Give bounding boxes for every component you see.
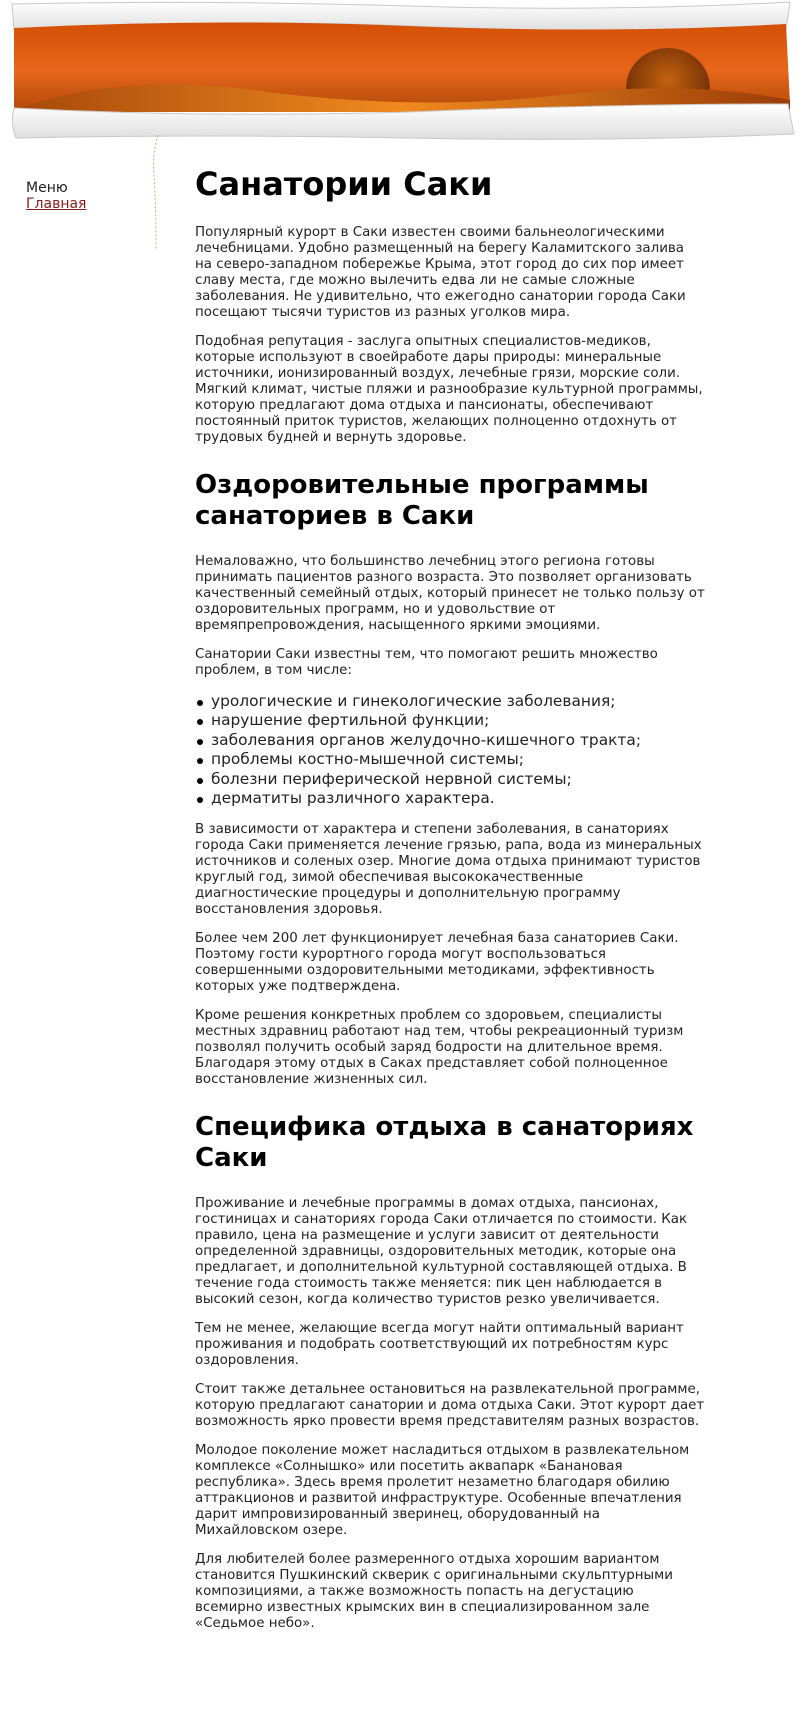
specifics-paragraph-4: Молодое поколение может насладиться отдыхом в развлекательном комплексе «Солнышко» или посетить аквапарк «Банановая республика». Здесь время пролетит незаметно благодаря обилию аттракционов и развитой инфраструктуре. Особенные впечатления дарит импровизированный зверинец, оборудованный на Михайловском озере.: [195, 1443, 690, 1539]
sidebar-link-home[interactable]: Главная: [26, 196, 87, 212]
list-item: болезни периферической нервной системы;: [211, 770, 705, 789]
list-item: дерматиты различного характера.: [211, 789, 705, 808]
sidebar-menu-title: Меню: [26, 180, 68, 196]
specifics-paragraph-2: Тем не менее, желающие всегда могут найти оптимальный вариант проживания и подобрать соответствующий их потребностям курс оздоровления.: [195, 1321, 684, 1369]
header-banner: [8, 0, 796, 145]
programs-paragraph-3: В зависимости от характера и степени заболевания, в санаториях города Саки применяется лечение грязью, рапа, вода из минеральных источников и соленых озер. Многие дома отдыха принимают туристов круглый год, зимой обеспечивая высококачественные диагностические процедуры и дополнительную программу восстановления здоровья.: [195, 822, 702, 918]
list-item: урологические и гинекологические заболевания;: [211, 692, 705, 711]
conditions-list: [195, 692, 705, 808]
banner-image: [8, 0, 796, 145]
section-heading-specifics: Специфика отдыха в санаториях Саки: [195, 1112, 694, 1174]
page-title: Санатории Саки: [195, 165, 493, 203]
main-content: [195, 165, 705, 1645]
intro-paragraph-1: Популярный курорт в Саки известен своими бальнеологическими лечебницами. Удобно размещенный на берегу Каламитского залива на северо-западном побережье Крыма, этот город до сих пор имеет славу места, где можно вылечить едва ли не самые сложные заболевания. Не удивительно, что ежегодно санатории города Саки посещают тысячи туристов из разных уголков мира.: [195, 225, 686, 320]
list-item: проблемы костно-мышечной системы;: [211, 750, 705, 769]
programs-paragraph-4: Более чем 200 лет функционирует лечебная база санаториев Саки. Поэтому гости курортного города могут воспользоваться совершенными оздоровительными методиками, эффективность которых уже подтверждена.: [195, 931, 679, 995]
specifics-paragraph-1: Проживание и лечебные программы в домах отдыха, пансионах, гостиницах и санаториях города Саки отличается по стоимости. Как правило, цена на размещение и услуги зависит от деятельности определенной здравницы, оздоровительных методик, которые она предлагает, и дополнительной культурной составляющей отдыха. В течение года стоимость также меняется: пик цен наблюдается в высокий сезон, когда количество туристов резко увеличивается.: [195, 1196, 688, 1308]
sidebar-menu: [26, 196, 156, 212]
programs-paragraph-1: Немаловажно, что большинство лечебниц этого региона готовы принимать пациентов разного возраста. Это позволяет организовать качественный семейный отдых, который принесет не только пользу от оздоровительных программ, но и удовольствие от времяпрепровождения, насыщенного яркими эмоциями.: [195, 554, 705, 633]
specifics-paragraph-3: Стоит также детальнее остановиться на развлекательной программе, которую предлагают санатории и дома отдыха Саки. Этот курорт дает возможность ярко провести время представителям разных возрастов.: [195, 1382, 705, 1430]
list-item: нарушение фертильной функции;: [211, 711, 705, 730]
list-item: заболевания органов желудочно-кишечного тракта;: [211, 731, 705, 750]
programs-paragraph-5: Кроме решения конкретных проблем со здоровьем, специалисты местных здравниц работают над тем, чтобы рекреационный туризм позволял получить особый заряд бодрости на длительное время. Благодаря этому отдых в Саках представляет собой полноценное восстановление жизненных сил.: [195, 1008, 684, 1088]
programs-paragraph-2: Санатории Саки известны тем, что помогают решить множество проблем, в том числе:: [195, 647, 658, 678]
section-heading-programs: Оздоровительные программы санаториев в Саки: [195, 470, 649, 531]
sidebar: [26, 180, 156, 212]
specifics-paragraph-5: Для любителей более размеренного отдыха хорошим вариантом становится Пушкинский скверик с оригинальными скульптурными композициями, а также возможность попасть на дегустацию всемирно известных крымских вин в специализированном зале «Седьмое небо».: [195, 1552, 673, 1632]
intro-paragraph-2: Подобная репутация - заслуга опытных специалистов-медиков, которые используют в своейработе дары природы: минеральные источники, ионизированный воздух, лечебные грязи, морские соли. Мягкий климат, чистые пляжи и разнообразие культурной программы, которую предлагают дома отдыха и пансионаты, обеспечивают постоянный приток туристов, желающих полноценно отдохнуть от трудовых будней и вернуть здоровье.: [195, 334, 703, 445]
